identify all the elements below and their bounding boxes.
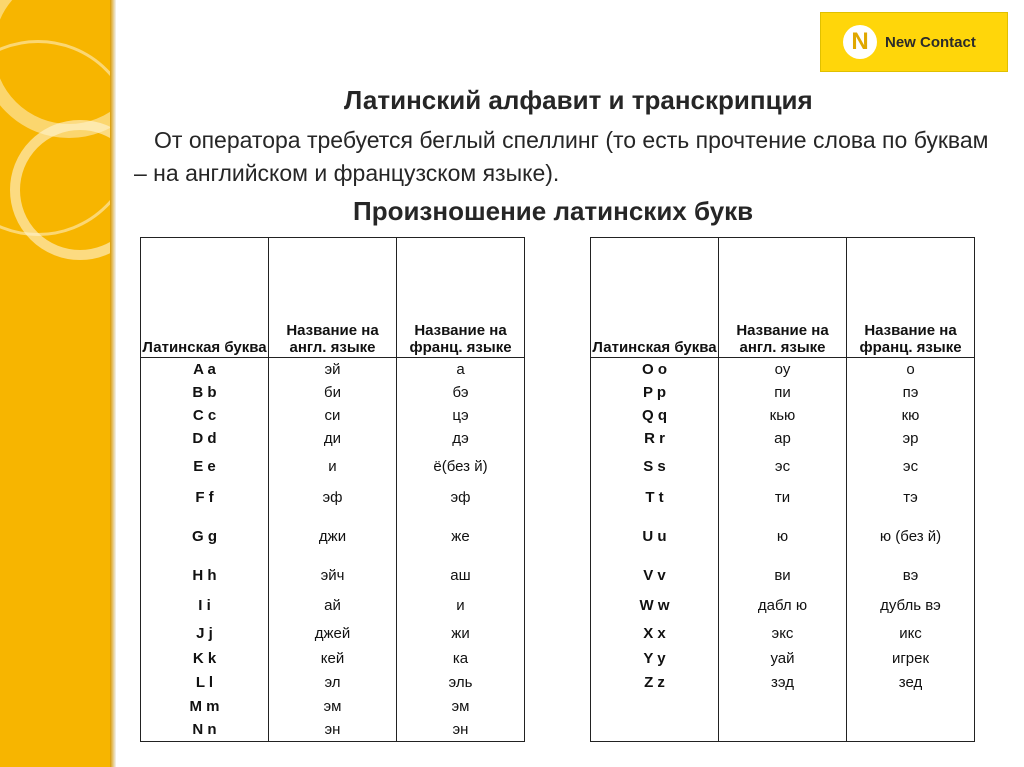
- cell-french-name: кю: [847, 404, 975, 427]
- cell-letter: R r: [591, 427, 719, 451]
- table-row: [141, 451, 525, 483]
- table-row: [591, 513, 975, 561]
- cell-english-name: эм: [269, 695, 397, 719]
- cell-french-name: бэ: [397, 381, 525, 404]
- cell-letter: Z z: [591, 671, 719, 695]
- cell-english-name: эйч: [269, 561, 397, 591]
- logo-text: New Contact: [885, 33, 976, 51]
- cell-english-name: и: [269, 451, 397, 483]
- cell-english-name: эс: [719, 451, 847, 483]
- cell-french-name: аш: [397, 561, 525, 591]
- header-english-name: Название на англ. языке: [719, 238, 847, 358]
- table-row: [591, 404, 975, 427]
- logo-icon: N: [843, 25, 877, 59]
- cell-letter: A a: [141, 358, 269, 381]
- right-alphabet-table: [590, 237, 975, 742]
- table-row: [591, 358, 975, 381]
- stripe-edge: [110, 0, 116, 767]
- cell-french-name: дубль вэ: [847, 591, 975, 621]
- cell-english-name: уай: [719, 647, 847, 671]
- cell-english-name: би: [269, 381, 397, 404]
- header-letter: Латинская буква: [141, 238, 269, 358]
- cell-english-name: эй: [269, 358, 397, 381]
- cell-letter: [591, 695, 719, 719]
- cell-english-name: [719, 719, 847, 742]
- cell-english-name: джей: [269, 621, 397, 647]
- table-row: [141, 381, 525, 404]
- cell-french-name: икс: [847, 621, 975, 647]
- cell-english-name: оу: [719, 358, 847, 381]
- table-row: [591, 381, 975, 404]
- cell-english-name: ти: [719, 483, 847, 513]
- cell-english-name: ю: [719, 513, 847, 561]
- table-header-row: [591, 238, 975, 358]
- cell-french-name: эль: [397, 671, 525, 695]
- cell-french-name: цэ: [397, 404, 525, 427]
- cell-english-name: пи: [719, 381, 847, 404]
- cell-french-name: эм: [397, 695, 525, 719]
- cell-french-name: ю (без й): [847, 513, 975, 561]
- cell-letter: K k: [141, 647, 269, 671]
- cell-letter: I i: [141, 591, 269, 621]
- header-english-name: Название на англ. языке: [269, 238, 397, 358]
- cell-letter: D d: [141, 427, 269, 451]
- table-row: [141, 404, 525, 427]
- cell-letter: S s: [591, 451, 719, 483]
- section-subtitle: Произношение латинских букв: [353, 196, 754, 226]
- cell-french-name: ка: [397, 647, 525, 671]
- cell-english-name: ай: [269, 591, 397, 621]
- table-row: [591, 483, 975, 513]
- decorative-stripe: [0, 0, 110, 767]
- cell-letter: U u: [591, 513, 719, 561]
- cell-english-name: джи: [269, 513, 397, 561]
- cell-letter: Q q: [591, 404, 719, 427]
- cell-english-name: кей: [269, 647, 397, 671]
- cell-letter: [591, 719, 719, 742]
- company-logo: [820, 12, 1008, 72]
- cell-french-name: эф: [397, 483, 525, 513]
- table-row: [591, 427, 975, 451]
- cell-english-name: ви: [719, 561, 847, 591]
- cell-french-name: жи: [397, 621, 525, 647]
- table-row: [591, 591, 975, 621]
- cell-english-name: эн: [269, 719, 397, 742]
- table-row: [591, 621, 975, 647]
- cell-english-name: кью: [719, 404, 847, 427]
- intro-text: От оператора требуется беглый спеллинг (то есть прочтение слова по буквам – на английском и французском языке).: [134, 127, 989, 186]
- table-row: [591, 719, 975, 742]
- cell-french-name: эн: [397, 719, 525, 742]
- cell-french-name: о: [847, 358, 975, 381]
- cell-letter: F f: [141, 483, 269, 513]
- cell-french-name: ё(без й): [397, 451, 525, 483]
- cell-letter: E e: [141, 451, 269, 483]
- cell-english-name: ди: [269, 427, 397, 451]
- table-row: [591, 647, 975, 671]
- cell-letter: L l: [141, 671, 269, 695]
- cell-english-name: зэд: [719, 671, 847, 695]
- cell-letter: C c: [141, 404, 269, 427]
- cell-letter: B b: [141, 381, 269, 404]
- cell-letter: T t: [591, 483, 719, 513]
- cell-english-name: эф: [269, 483, 397, 513]
- cell-letter: V v: [591, 561, 719, 591]
- cell-french-name: эр: [847, 427, 975, 451]
- cell-french-name: пэ: [847, 381, 975, 404]
- table-row: [141, 719, 525, 742]
- cell-letter: H h: [141, 561, 269, 591]
- cell-letter: G g: [141, 513, 269, 561]
- table-row: [141, 513, 525, 561]
- cell-french-name: а: [397, 358, 525, 381]
- cell-french-name: дэ: [397, 427, 525, 451]
- cell-letter: W w: [591, 591, 719, 621]
- cell-english-name: си: [269, 404, 397, 427]
- cell-french-name: тэ: [847, 483, 975, 513]
- table-row: [141, 671, 525, 695]
- cell-french-name: игрек: [847, 647, 975, 671]
- cell-letter: N n: [141, 719, 269, 742]
- table-row: [591, 451, 975, 483]
- cell-letter: Y y: [591, 647, 719, 671]
- cell-english-name: экс: [719, 621, 847, 647]
- header-french-name: Название на франц. языке: [397, 238, 525, 358]
- table-row: [141, 483, 525, 513]
- cell-english-name: ар: [719, 427, 847, 451]
- cell-french-name: же: [397, 513, 525, 561]
- table-row: [591, 671, 975, 695]
- cell-english-name: дабл ю: [719, 591, 847, 621]
- cell-french-name: вэ: [847, 561, 975, 591]
- cell-french-name: зед: [847, 671, 975, 695]
- table-row: [141, 695, 525, 719]
- cell-english-name: эл: [269, 671, 397, 695]
- left-alphabet-table: [140, 237, 525, 742]
- table-row: [591, 695, 975, 719]
- cell-letter: X x: [591, 621, 719, 647]
- table-row: [141, 647, 525, 671]
- table-row: [591, 561, 975, 591]
- table-row: [141, 358, 525, 381]
- cell-french-name: [847, 719, 975, 742]
- cell-english-name: [719, 695, 847, 719]
- table-header-row: [141, 238, 525, 358]
- cell-french-name: [847, 695, 975, 719]
- table-row: [141, 561, 525, 591]
- header-french-name: Название на франц. языке: [847, 238, 975, 358]
- cell-letter: M m: [141, 695, 269, 719]
- table-row: [141, 591, 525, 621]
- cell-letter: P p: [591, 381, 719, 404]
- cell-letter: J j: [141, 621, 269, 647]
- table-row: [141, 427, 525, 451]
- cell-french-name: и: [397, 591, 525, 621]
- cell-french-name: эс: [847, 451, 975, 483]
- header-letter: Латинская буква: [591, 238, 719, 358]
- table-row: [141, 621, 525, 647]
- page-title: Латинский алфавит и транскрипция: [344, 85, 813, 115]
- cell-letter: O o: [591, 358, 719, 381]
